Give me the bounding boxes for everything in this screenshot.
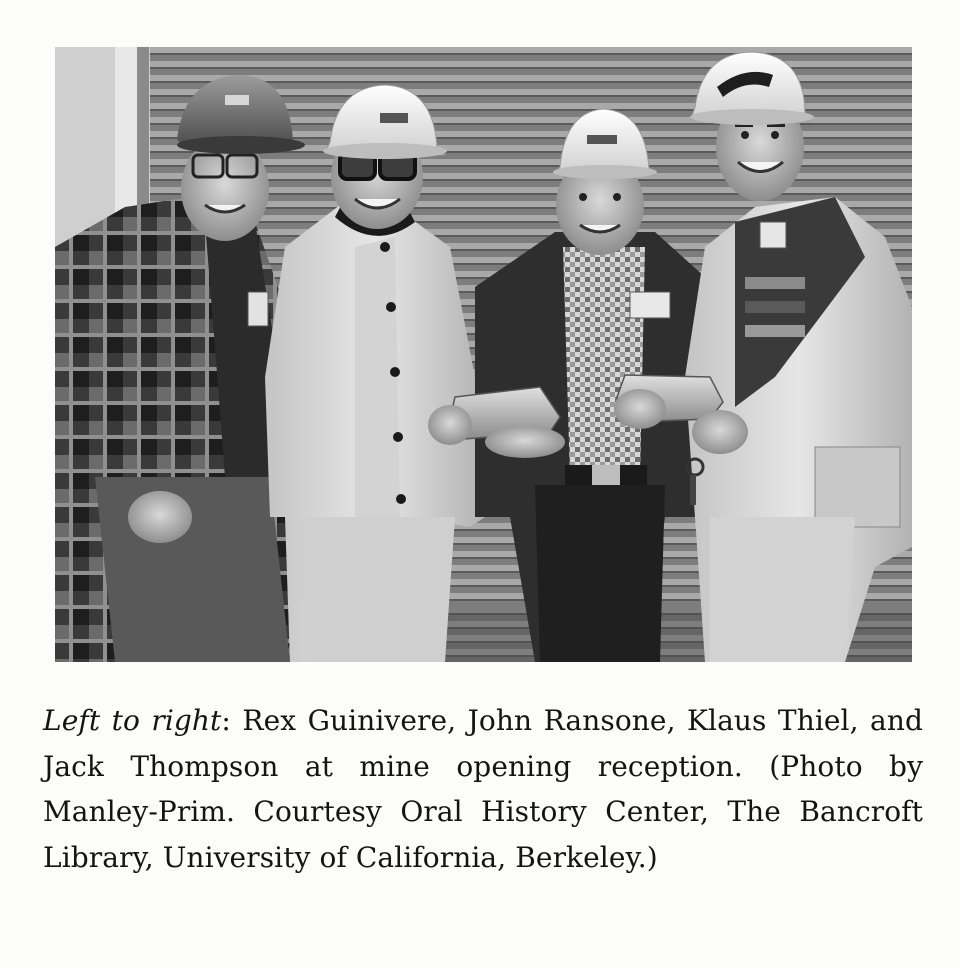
caption-body: Rex Guinivere, John Ransone, Klaus Thiel, and Jack Thompson at mine opening reception. (Photo by Manley-Prim. Courtesy Oral History Center, The Bancroft Library, University of California, Berkeley.) [43,704,923,874]
photograph [55,47,912,662]
caption-lead: Left to right [43,704,222,737]
caption-lead-colon: : [221,704,231,737]
photo-caption [43,698,923,880]
